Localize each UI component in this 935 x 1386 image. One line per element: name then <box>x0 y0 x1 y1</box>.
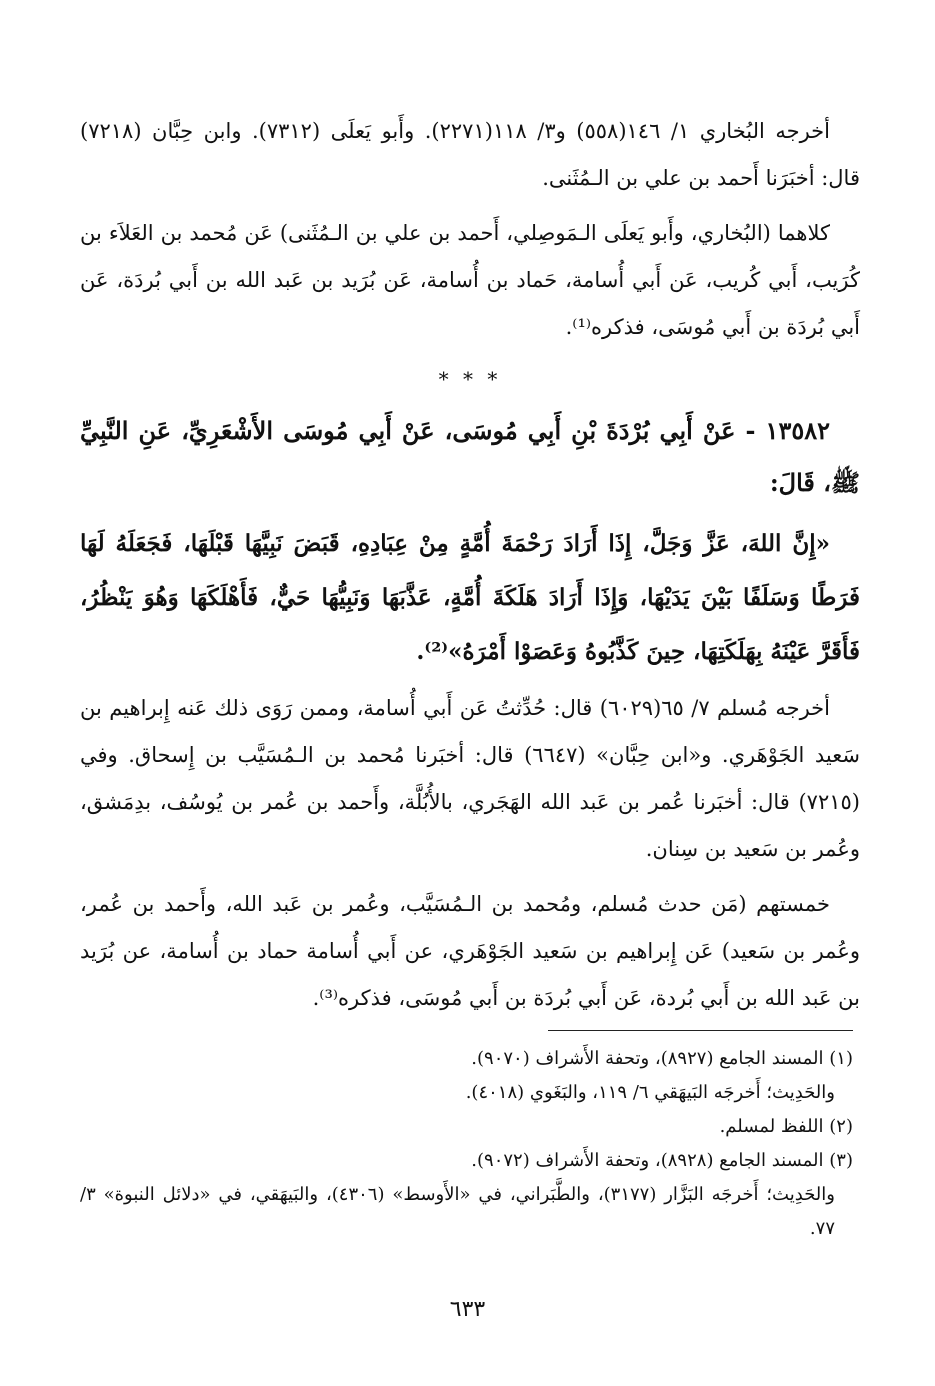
footnote-1: (١) المسند الجامع (٨٩٢٧)، وتحفة الأَشراف (٩٠٧٠). <box>471 1048 853 1069</box>
footnote-2: (٢) اللفظ لمسلم. <box>719 1116 853 1137</box>
paragraph-takhrij-1: أخرجه البُخاري ١/ ١٤٦(٥٥٨) و٣/ ١١٨(٢٢٧١). وأَبو يَعلَى (٧٣١٢). وابن حِبَّان (٧٢١٨) قال: أخبَرَنا أَحمد بن علي بن الـمُثَنى. <box>80 119 860 190</box>
footnote-3-note: والحَدِيث؛ أَخرجَه البَزَّار (٣١٧٧)، والطَّبَراني، في «الأَوسط» (٤٣٠٦)، والبَيهَقي، في «دلائل النبوة» ٣/ ٧٧. <box>80 1184 835 1239</box>
hadith-text: «إِنَّ اللهَ، عَزَّ وَجَلَّ، إِذَا أَرَادَ رَحْمَةَ أُمَّةٍ مِنْ عِبَادِهِ، قَبَضَ نَبِيَّهَا قَبْلَهَا، فَجَعَلَهُ لَهَا فَرَطًا وَسَلَفًا بَيْنَ يَدَيْهَا، وَإِذَا أَرَادَ هَلَكَةَ أُمَّةٍ، عَذَّبَهَا وَنَبِيُّهَا حَيٌّ، فَأَهْلَكَهَا وَهُوَ يَنْظُرُ، فَأَقَرَّ عَيْنَهُ بِهَلَكَتِهَا، حِينَ كَذَّبُوهُ وَعَصَوْا أَمْرَهُ»⁽²⁾. <box>80 530 860 665</box>
page-number: ٦٣٣ <box>449 1297 486 1322</box>
hadith-heading: ١٣٥٨٢ - عَنْ أَبِي بُرْدَةَ بْنِ أَبِي مُوسَى، عَنْ أَبِي مُوسَى الأَشْعَرِيِّ، عَنِ النَّبِيِّ ﷺ، قَالَ: <box>80 416 860 497</box>
main-text <box>80 108 860 1030</box>
footnote-divider <box>548 1030 853 1031</box>
section-separator: * * * <box>438 367 502 391</box>
footnotes <box>80 1042 853 1246</box>
paragraph-takhrij-2: أخرجه مُسلم ٧/ ٦٥(٦٠٢٩) قال: حُدِّثتُ عَن أَبي أُسامة، وممن رَوَى ذلك عَنه إِبراهيم بن سَعيد الجَوْهَري. و«ابن حِبَّان» (٦٦٤٧) قال: أخبَرنا مُحمد بن الـمُسَيَّب بن إِسحاق. وفي (٧٢١٥) قال: أخبَرنا عُمر بن عَبد الله الهَجَري، بالأُبُلَّة، وأَحمد بن عُمر بن يُوسُف، بدِمَشق، وعُمر بن سَعيد بن سِنان. <box>80 696 860 861</box>
paragraph-isnad-2: خمستهم (مَن حدث مُسلم، ومُحمد بن الـمُسَيَّب، وعُمر بن عَبد الله، وأَحمد بن عُمر، وعُمر بن سَعيد) عَن إِبراهيم بن سَعيد الجَوْهَري، عن أَبي أُسامة حماد بن أُسامة، عن بُرَيد بن عَبد الله بن أَبي بُردة، عَن أَبي بُردَة بن أَبي مُوسَى، فذكره⁽³⁾. <box>80 892 860 1010</box>
paragraph-isnad-1: كلاهما (البُخاري، وأَبو يَعلَى الـمَوصِلي، أَحمد بن علي بن الـمُثَنى) عَن مُحمد بن العَلاَء بن كُرَيب، أَبي كُريب، عَن أَبي أُسامة، حَماد بن أُسامة، عَن بُرَيد بن عَبد الله بن أَبي بُردَة، عَن أَبي بُردَة بن أَبي مُوسَى، فذكره⁽¹⁾. <box>80 221 860 339</box>
footnote-3: (٣) المسند الجامع (٨٩٢٨)، وتحفة الأَشراف (٩٠٧٢). <box>471 1150 853 1171</box>
footnote-1-note: والحَدِيث؛ أَخرجَه البَيهَقي ٦/ ١١٩، والبَغَوي (٤٠١٨). <box>465 1082 835 1103</box>
